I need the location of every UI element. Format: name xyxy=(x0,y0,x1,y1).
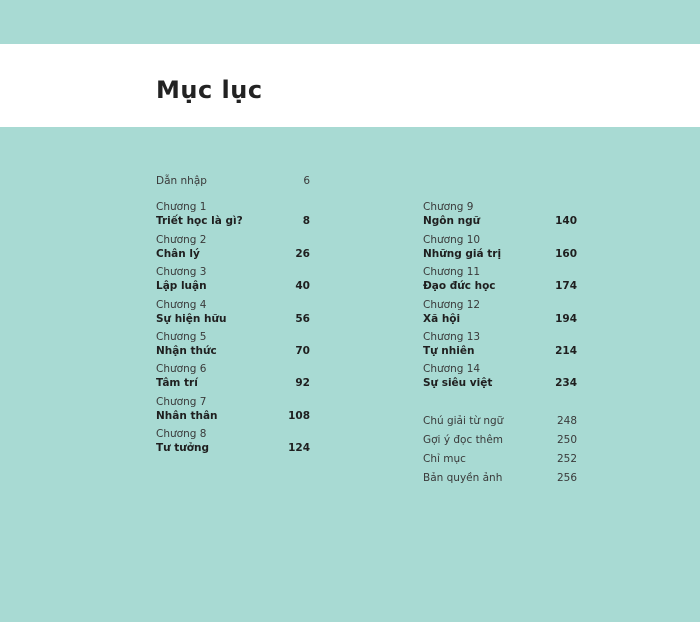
chapter-page: 40 xyxy=(295,280,310,292)
toc-entry-chapter[interactable] xyxy=(423,214,577,228)
chapter-title: Tư tưởng xyxy=(156,442,209,454)
toc-entry-picture-credits[interactable] xyxy=(423,471,577,485)
toc-entry-chapter[interactable] xyxy=(423,344,577,358)
toc-entry-chapter[interactable] xyxy=(423,376,577,390)
chapter-number: Chương 13 xyxy=(423,331,481,343)
chapter-page: 56 xyxy=(295,313,310,325)
toc-entry-glossary[interactable] xyxy=(423,414,577,428)
chapter-page: 70 xyxy=(295,345,310,357)
toc-entry-further-reading[interactable] xyxy=(423,433,577,447)
chapter-title: Tự nhiên xyxy=(423,345,475,357)
toc-entry-chapter[interactable] xyxy=(156,376,310,390)
toc-entry-chapter[interactable] xyxy=(156,247,310,261)
chapter-title: Triết học là gì? xyxy=(156,215,243,227)
chapter-page: 160 xyxy=(555,248,577,260)
chapter-page: 194 xyxy=(555,313,577,325)
chapter-title: Nhân thân xyxy=(156,410,218,422)
chapter-number: Chương 9 xyxy=(423,201,474,213)
chapter-number: Chương 1 xyxy=(156,201,207,213)
chapter-number: Chương 7 xyxy=(156,396,207,408)
toc-entry-intro[interactable] xyxy=(156,174,310,188)
chapter-title: Sự siêu việt xyxy=(423,377,493,389)
chapter-number: Chương 10 xyxy=(423,234,481,246)
toc-entry-page: 250 xyxy=(556,434,577,446)
toc-entry-label: Chú giải từ ngữ xyxy=(423,415,504,427)
chapter-page: 174 xyxy=(555,280,577,292)
toc-entry-chapter[interactable] xyxy=(156,409,310,423)
chapter-number: Chương 5 xyxy=(156,331,207,343)
chapter-title: Nhận thức xyxy=(156,345,217,357)
chapter-title: Sự hiện hữu xyxy=(156,313,227,325)
toc-entry-chapter[interactable] xyxy=(156,441,310,455)
chapter-title: Lập luận xyxy=(156,280,207,292)
toc-entry-chapter[interactable] xyxy=(156,214,310,228)
toc-entry-index[interactable] xyxy=(423,452,577,466)
chapter-page: 26 xyxy=(295,248,310,260)
toc-entry-page: 248 xyxy=(556,415,577,427)
title-band xyxy=(0,44,700,127)
toc-entry-chapter[interactable] xyxy=(423,279,577,293)
toc-entry-label: Gợi ý đọc thêm xyxy=(423,434,504,446)
chapter-number: Chương 12 xyxy=(423,299,481,311)
toc-entry-chapter[interactable] xyxy=(423,247,577,261)
chapter-number: Chương 8 xyxy=(156,428,207,440)
chapter-page: 92 xyxy=(295,377,310,389)
toc-entry-chapter[interactable] xyxy=(156,312,310,326)
toc-entry-chapter[interactable] xyxy=(156,344,310,358)
chapter-title: Chân lý xyxy=(156,248,200,260)
page-title: Mục lục xyxy=(156,76,263,104)
toc-entry-page: 6 xyxy=(303,175,310,187)
chapter-number: Chương 3 xyxy=(156,266,207,278)
chapter-page: 214 xyxy=(555,345,577,357)
chapter-number: Chương 11 xyxy=(423,266,481,278)
chapter-number: Chương 4 xyxy=(156,299,207,311)
chapter-title: Ngôn ngữ xyxy=(423,215,481,227)
chapter-page: 124 xyxy=(288,442,310,454)
toc-entry-chapter[interactable] xyxy=(156,279,310,293)
toc-entry-page: 256 xyxy=(556,472,577,484)
toc-entry-label: Chỉ mục xyxy=(423,453,466,465)
chapter-page: 8 xyxy=(302,215,310,227)
chapter-title: Tâm trí xyxy=(156,377,198,389)
toc-entry-page: 252 xyxy=(556,453,577,465)
chapter-page: 234 xyxy=(555,377,577,389)
toc-entry-label: Dẫn nhập xyxy=(156,175,207,187)
chapter-number: Chương 14 xyxy=(423,363,481,375)
chapter-page: 140 xyxy=(555,215,577,227)
chapter-page: 108 xyxy=(288,410,310,422)
toc-entry-label: Bản quyền ảnh xyxy=(423,472,503,484)
chapter-number: Chương 6 xyxy=(156,363,207,375)
chapter-title: Đạo đức học xyxy=(423,280,496,292)
chapter-number: Chương 2 xyxy=(156,234,207,246)
chapter-title: Xã hội xyxy=(423,313,461,325)
chapter-title: Những giá trị xyxy=(423,248,502,260)
toc-entry-chapter[interactable] xyxy=(423,312,577,326)
